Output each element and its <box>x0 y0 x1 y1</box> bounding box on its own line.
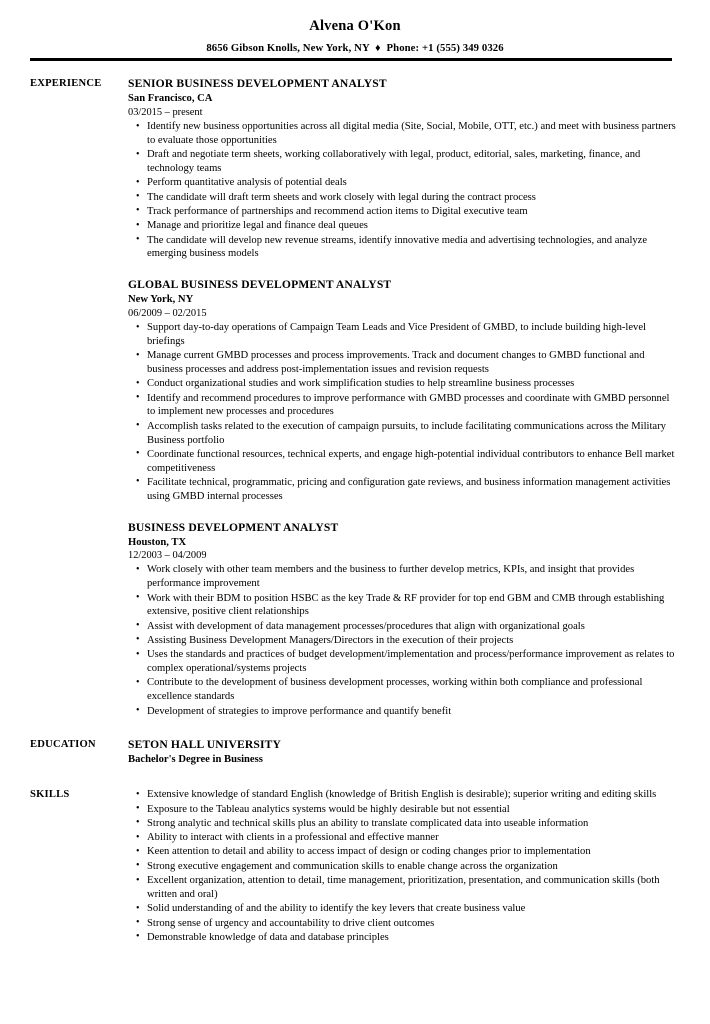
candidate-name: Alvena O'Kon <box>309 18 401 34</box>
job-bullet: • The candidate will develop new revenue streams, identify innovative media and advertising technologies, and analyze emerging business models <box>128 234 680 262</box>
job-bullet: • Contribute to the development of business development processes, working within both compliance and professional excellence standards <box>128 676 680 704</box>
skill-bullet: • Excellent organization, attention to detail, time management, prioritization, presentation, and communication skills (both written and oral) <box>128 874 680 902</box>
experience-entries <box>128 76 680 719</box>
job-bullet-list <box>128 563 680 718</box>
job-title: SENIOR BUSINESS DEVELOPMENT ANALYST <box>128 77 387 91</box>
job-dates: 03/2015 – present <box>128 107 203 119</box>
job-bullet: • Facilitate technical, programmatic, pricing and configuration gate reviews, and business information management activities using GMBD internal processes <box>128 476 680 504</box>
skill-bullet: • Strong sense of urgency and accountability to drive client outcomes <box>128 917 680 931</box>
contact-phone: Phone: +1 (555) 349 0326 <box>386 42 504 55</box>
skill-bullet: • Strong executive engagement and communication skills to enable change across the organization <box>128 860 680 874</box>
skill-bullet: • Ability to interact with clients in a professional and effective manner <box>128 831 680 845</box>
skill-bullet: • Keen attention to detail and ability to access impact of design or coding changes prior to implementation <box>128 845 680 859</box>
skills-section-label: SKILLS <box>30 789 70 801</box>
job-title: GLOBAL BUSINESS DEVELOPMENT ANALYST <box>128 278 392 292</box>
skills-section <box>30 787 680 945</box>
job-location: Houston, TX <box>128 536 187 548</box>
education-section-label: EDUCATION <box>30 738 96 750</box>
job-bullet: • Uses the standards and practices of budget development/implementation and process/performance improvement as relates to complex operational/systems projects <box>128 648 680 676</box>
contact-address: 8656 Gibson Knolls, New York, NY <box>206 42 370 55</box>
job-bullet: • Draft and negotiate term sheets, working collaboratively with legal, product, editorial, sales, marketing, finance, and technology teams <box>128 148 680 176</box>
job-bullet: • Track performance of partnerships and recommend action items to Digital executive team <box>128 205 680 219</box>
education-entries <box>128 737 680 767</box>
job-dates: 12/2003 – 04/2009 <box>128 550 207 562</box>
job-entry <box>128 277 680 503</box>
job-bullet: • Development of strategies to improve performance and quantify benefit <box>128 705 680 719</box>
job-bullet-list <box>128 120 680 261</box>
skill-bullet: • Strong analytic and technical skills plus an ability to translate complicated data into useable information <box>128 817 680 831</box>
job-location: San Francisco, CA <box>128 93 213 105</box>
job-bullet: • The candidate will draft term sheets and work closely with legal during the contract process <box>128 191 680 205</box>
job-bullet: • Work with their BDM to position HSBC as the key Trade & RF provider for top end GBM and CMB through establishing extensive, positive client relationships <box>128 592 680 620</box>
job-bullet: • Support day-to-day operations of Campaign Team Leads and Vice President of GMBD, to include building high-level briefings <box>128 321 680 349</box>
job-bullet: • Identify new business opportunities across all digital media (Site, Social, Mobile, OTT, etc.) and meet with business partners to evaluate those opportunities <box>128 120 680 148</box>
job-bullet: • Conduct organizational studies and work simplification studies to help streamline business processes <box>128 377 680 391</box>
skill-bullet: • Demonstrable knowledge of data and database principles <box>128 931 680 945</box>
job-bullet: • Work closely with other team members and the business to further develop metrics, KPIs, and insight that provides performance improvement <box>128 563 680 591</box>
header-divider <box>30 58 672 61</box>
job-entry <box>128 520 680 719</box>
education-degree: Bachelor's Degree in Business <box>128 753 263 765</box>
job-bullet: • Accomplish tasks related to the execution of campaign pursuits, to include facilitating communications across the Military Business portfolio <box>128 420 680 448</box>
diamond-separator-icon: ♦ <box>375 42 381 55</box>
job-title: BUSINESS DEVELOPMENT ANALYST <box>128 520 339 534</box>
skill-bullet: • Exposure to the Tableau analytics systems would be highly desirable but not essential <box>128 803 680 817</box>
skills-entries <box>128 787 680 945</box>
job-entry <box>128 76 680 261</box>
job-bullet: • Manage and prioritize legal and finance deal queues <box>128 219 680 233</box>
contact-line <box>30 42 680 55</box>
job-location: New York, NY <box>128 294 194 306</box>
skill-bullet: • Extensive knowledge of standard English (knowledge of British English is desirable); superior writing and editing skills <box>128 788 680 802</box>
job-bullet: • Assisting Business Development Managers/Directors in the execution of their projects <box>128 634 680 648</box>
experience-section <box>30 76 680 719</box>
job-bullet-list <box>128 321 680 504</box>
experience-section-label: EXPERIENCE <box>30 78 102 90</box>
job-bullet: • Coordinate functional resources, technical experts, and engage high-potential individual contributors to enhance Bell market competitiveness <box>128 448 680 476</box>
job-bullet: • Perform quantitative analysis of potential deals <box>128 176 680 190</box>
resume-header <box>30 18 680 61</box>
job-bullet: • Identify and recommend procedures to improve performance with GMBD processes and coordinate with GMBD personnel to implement new processes and procedures <box>128 392 680 420</box>
education-section <box>30 737 680 767</box>
education-school: SETON HALL UNIVERSITY <box>128 737 282 751</box>
job-bullet: • Manage current GMBD processes and process improvements. Track and document changes to GMBD functional and business processes and address post-implementation issues and revision requests <box>128 349 680 377</box>
job-dates: 06/2009 – 02/2015 <box>128 308 207 320</box>
skill-bullet: • Solid understanding of and the ability to identify the key levers that create business value <box>128 902 680 916</box>
job-bullet: • Assist with development of data management processes/procedures that align with organizational goals <box>128 620 680 634</box>
skills-bullet-list <box>128 788 680 944</box>
